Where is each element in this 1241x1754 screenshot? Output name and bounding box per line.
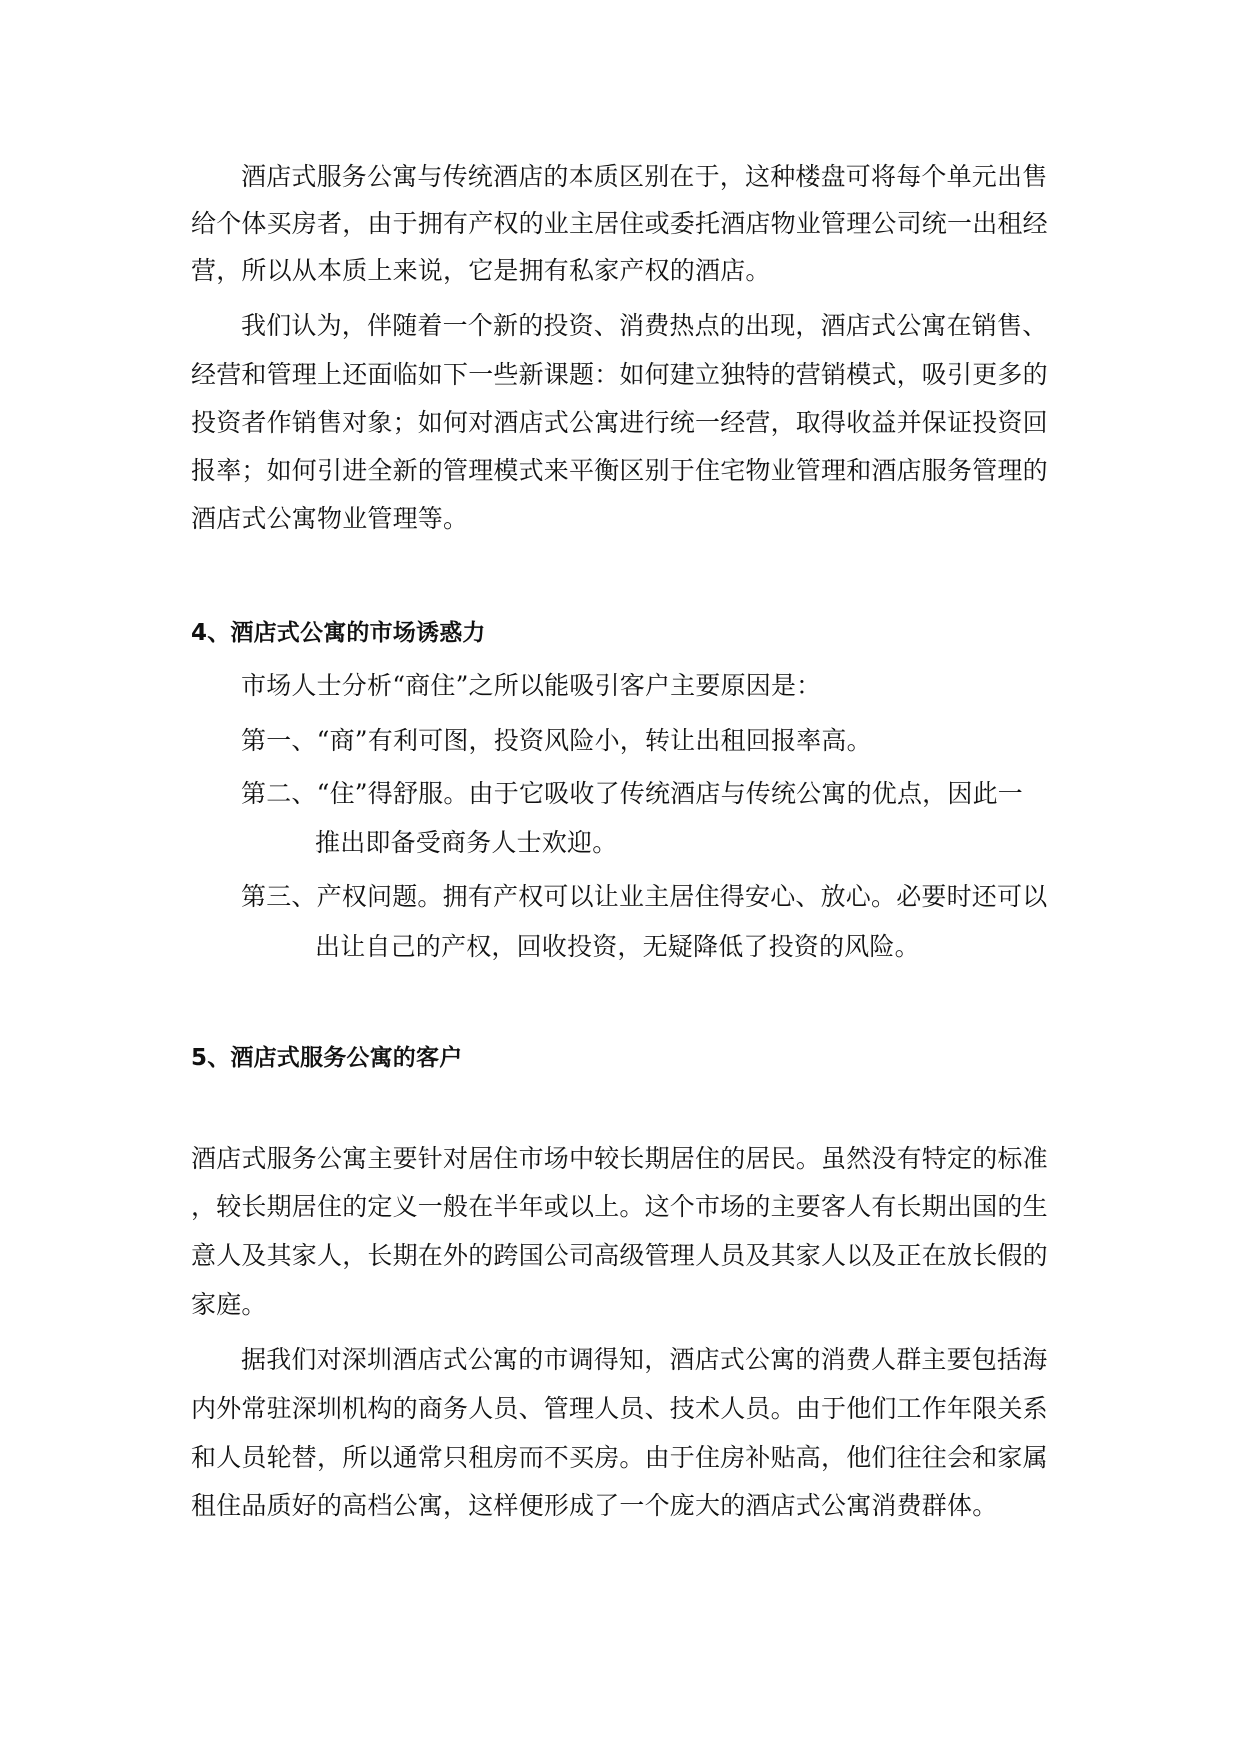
list-item: 第三、产权问题。拥有产权可以让业主居住得安心、放心。必要时还可以: [241, 882, 1048, 911]
text-line: 酒店式服务公寓与传统酒店的本质区别在于，这种楼盘可将每个单元出售: [241, 162, 1048, 191]
text-line: 营，所以从本质上来说，它是拥有私家产权的酒店。: [191, 256, 771, 285]
text-line: 投资者作销售对象；如何对酒店式公寓进行统一经营，取得收益并保证投资回: [191, 408, 1048, 437]
text-line: 内外常驻深圳机构的商务人员、管理人员、技术人员。由于他们工作年限关系: [191, 1394, 1048, 1423]
list-item: 第二、“住”得舒服。由于它吸收了传统酒店与传统公寓的优点，因此一: [241, 779, 1023, 808]
text-line: 据我们对深圳酒店式公寓的市调得知，酒店式公寓的消费人群主要包括海: [241, 1345, 1048, 1374]
text-line: 酒店式服务公寓主要针对居住市场中较长期居住的居民。虽然没有特定的标准: [191, 1144, 1048, 1173]
text-line: 租住品质好的高档公寓，这样便形成了一个庞大的酒店式公寓消费群体。: [191, 1491, 998, 1520]
list-item-continuation: 推出即备受商务人士欢迎。: [315, 828, 618, 857]
list-item-continuation: 出让自己的产权，回收投资，无疑降低了投资的风险。: [315, 932, 920, 961]
section-heading: 5、酒店式服务公寓的客户: [191, 1045, 463, 1071]
text-line: 和人员轮替，所以通常只租房而不买房。由于住房补贴高，他们往往会和家属: [191, 1443, 1048, 1472]
text-line: 经营和管理上还面临如下一些新课题：如何建立独特的营销模式，吸引更多的: [191, 360, 1048, 389]
section-heading: 4、酒店式公寓的市场诱惑力: [191, 620, 486, 646]
text-line: 市场人士分析“商住”之所以能吸引客户主要原因是：: [241, 671, 822, 700]
text-line: ，较长期居住的定义一般在半年或以上。这个市场的主要客人有长期出国的生: [191, 1192, 1048, 1221]
text-line: 意人及其家人，长期在外的跨国公司高级管理人员及其家人以及正在放长假的: [191, 1241, 1048, 1270]
list-item: 第一、“商”有利可图，投资风险小，转让出租回报率高。: [241, 726, 872, 755]
text-line: 家庭。: [191, 1290, 267, 1319]
text-line: 酒店式公寓物业管理等。: [191, 504, 469, 533]
text-line: 报率；如何引进全新的管理模式来平衡区别于住宅物业管理和酒店服务管理的: [191, 456, 1048, 485]
text-line: 我们认为，伴随着一个新的投资、消费热点的出现，酒店式公寓在销售、: [241, 311, 1048, 340]
text-line: 给个体买房者，由于拥有产权的业主居住或委托酒店物业管理公司统一出租经: [191, 209, 1048, 238]
